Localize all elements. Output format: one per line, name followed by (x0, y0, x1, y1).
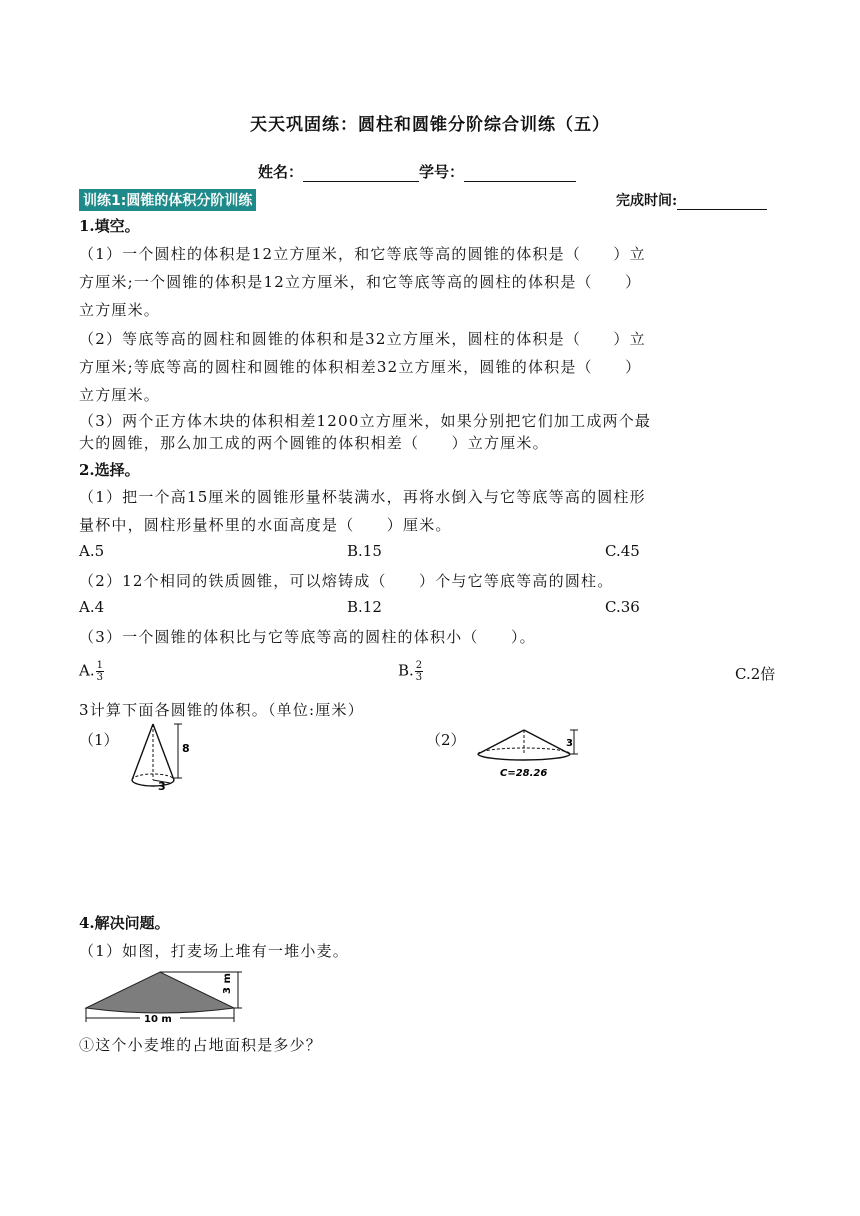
completion-time-label: 完成时间: (616, 193, 678, 209)
id-blank[interactable] (464, 165, 576, 182)
wheat-width-label: 10 m (144, 1014, 172, 1025)
s1-q2-line3: 立方厘米。 (79, 386, 161, 404)
cone1-radius-label: 3 (158, 780, 166, 792)
s3-problem-1-label: （1） (79, 731, 119, 749)
option-a-prefix: A. (79, 661, 95, 680)
s2-q2-line: （2）12个相同的铁质圆锥，可以熔铸成（ ）个与它等底等高的圆柱。 (79, 572, 614, 590)
section-banner: 训练1:圆锥的体积分阶训练 (79, 189, 256, 211)
completion-time (616, 190, 767, 210)
fraction-one-third: $\frac{1}{3}$ (96, 660, 103, 683)
cone1-height-label: 8 (182, 742, 190, 755)
fraction-two-thirds: $\frac{2}{3}$ (415, 660, 423, 683)
s1-q3-line1: （3）两个正方体木块的体积相差1200立方厘米，如果分别把它们加工成两个最 (79, 412, 652, 430)
section-1-heading: 1.填空。 (79, 217, 140, 235)
section-4-heading: 4.解决问题。 (79, 914, 170, 932)
s2-q1-option-c[interactable]: C.45 (605, 542, 640, 560)
s2-q3-option-c[interactable]: C.2倍 (735, 665, 776, 683)
completion-time-blank[interactable] (677, 193, 767, 210)
cone-figure-1 (120, 720, 192, 792)
section-2-heading: 2.选择。 (79, 461, 140, 479)
s2-q1-option-b[interactable]: B.15 (347, 542, 382, 560)
s2-q1-line2: 量杯中，圆柱形量杯里的水面高度是（ ）厘米。 (79, 516, 452, 534)
s1-q2-line1: （2）等底等高的圆柱和圆锥的体积和是32立方厘米，圆柱的体积是（ ）立 (79, 330, 646, 348)
section-3-heading: 3计算下面各圆锥的体积。（单位:厘米） (79, 701, 364, 719)
s2-q2-option-b[interactable]: B.12 (347, 598, 382, 616)
student-info-line (258, 161, 576, 182)
s2-q3-option-b[interactable] (398, 660, 423, 683)
s2-q1-line1: （1）把一个高15厘米的圆锥形量杯装满水，再将水倒入与它等底等高的圆柱形 (79, 488, 646, 506)
s1-q1-line3: 立方厘米。 (79, 301, 161, 319)
wheat-height-label: 3 m (222, 973, 233, 994)
wheat-pile-figure (80, 966, 250, 1028)
s1-q1-line2: 方厘米;一个圆锥的体积是12立方厘米，和它等底等高的圆柱的体积是（ ） (79, 273, 642, 291)
s4-q1-sub1: ①这个小麦堆的占地面积是多少？ (79, 1036, 323, 1054)
cone-figure-2 (470, 724, 582, 784)
s2-q3-option-a[interactable] (79, 660, 104, 683)
s2-q2-option-c[interactable]: C.36 (605, 598, 640, 616)
id-label: 学号： (419, 163, 465, 181)
s4-q1-line: （1）如图，打麦场上堆有一堆小麦。 (79, 942, 349, 960)
name-label: 姓名： (258, 163, 304, 181)
s1-q2-line2: 方厘米;等底等高的圆柱和圆锥的体积相差32立方厘米，圆锥的体积是（ ） (79, 358, 642, 376)
s2-q2-option-a[interactable]: A.4 (79, 598, 105, 616)
cone2-circumference-label: C=28.26 (500, 768, 548, 779)
name-blank[interactable] (303, 165, 419, 182)
s1-q1-line1: （1）一个圆柱的体积是12立方厘米，和它等底等高的圆锥的体积是（ ）立 (79, 245, 646, 263)
s1-q3-line2: 大的圆锥，那么加工成的两个圆锥的体积相差（ ）立方厘米。 (79, 434, 549, 452)
s3-problem-2-label: （2） (426, 731, 466, 749)
cone2-height-label: 3 (566, 738, 573, 749)
s2-q1-option-a[interactable]: A.5 (79, 542, 105, 560)
option-b-prefix: B. (398, 661, 414, 680)
s2-q3-line: （3）一个圆锥的体积比与它等底等高的圆柱的体积小（ ）。 (79, 628, 536, 646)
page-title: 天天巩固练：圆柱和圆锥分阶综合训练（五） (250, 115, 610, 135)
